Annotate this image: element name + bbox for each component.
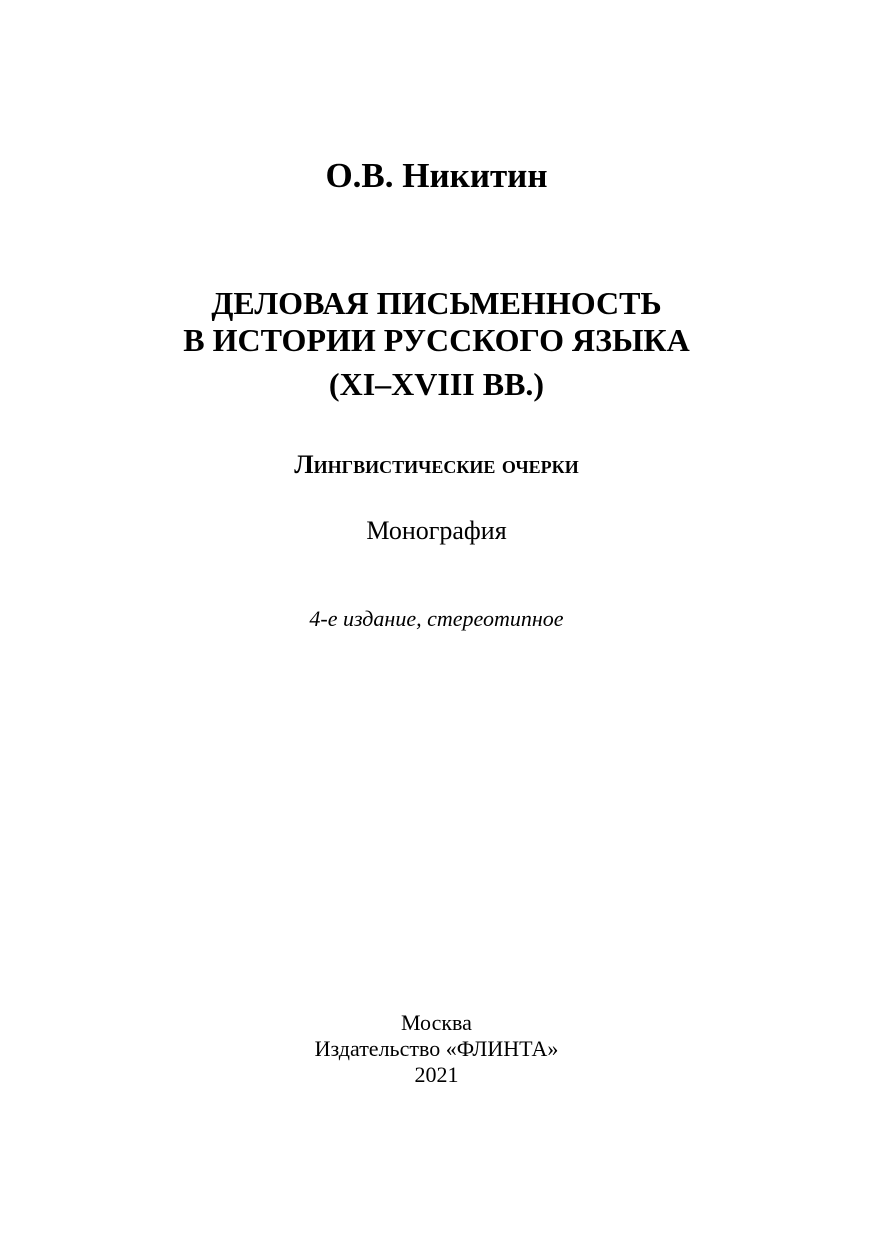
book-subtitle: Лингвистические очерки (294, 450, 579, 479)
book-title-line-1: ДЕЛОВАЯ ПИСЬМЕННОСТЬ (211, 285, 662, 321)
imprint-publisher: Издательство «ФЛИНТА» (314, 1036, 559, 1061)
edition-note: 4-е издание, стереотипное (309, 606, 564, 631)
author-name: О.В. Никитин (325, 156, 548, 195)
imprint-year: 2021 (414, 1062, 459, 1087)
book-title-line-2: В ИСТОРИИ РУССКОГО ЯЗЫКА (183, 322, 690, 358)
imprint-city: Москва (401, 1010, 472, 1035)
book-genre: Монография (366, 516, 507, 545)
book-title-line-3: (XI–XVIII ВВ.) (328, 366, 545, 402)
